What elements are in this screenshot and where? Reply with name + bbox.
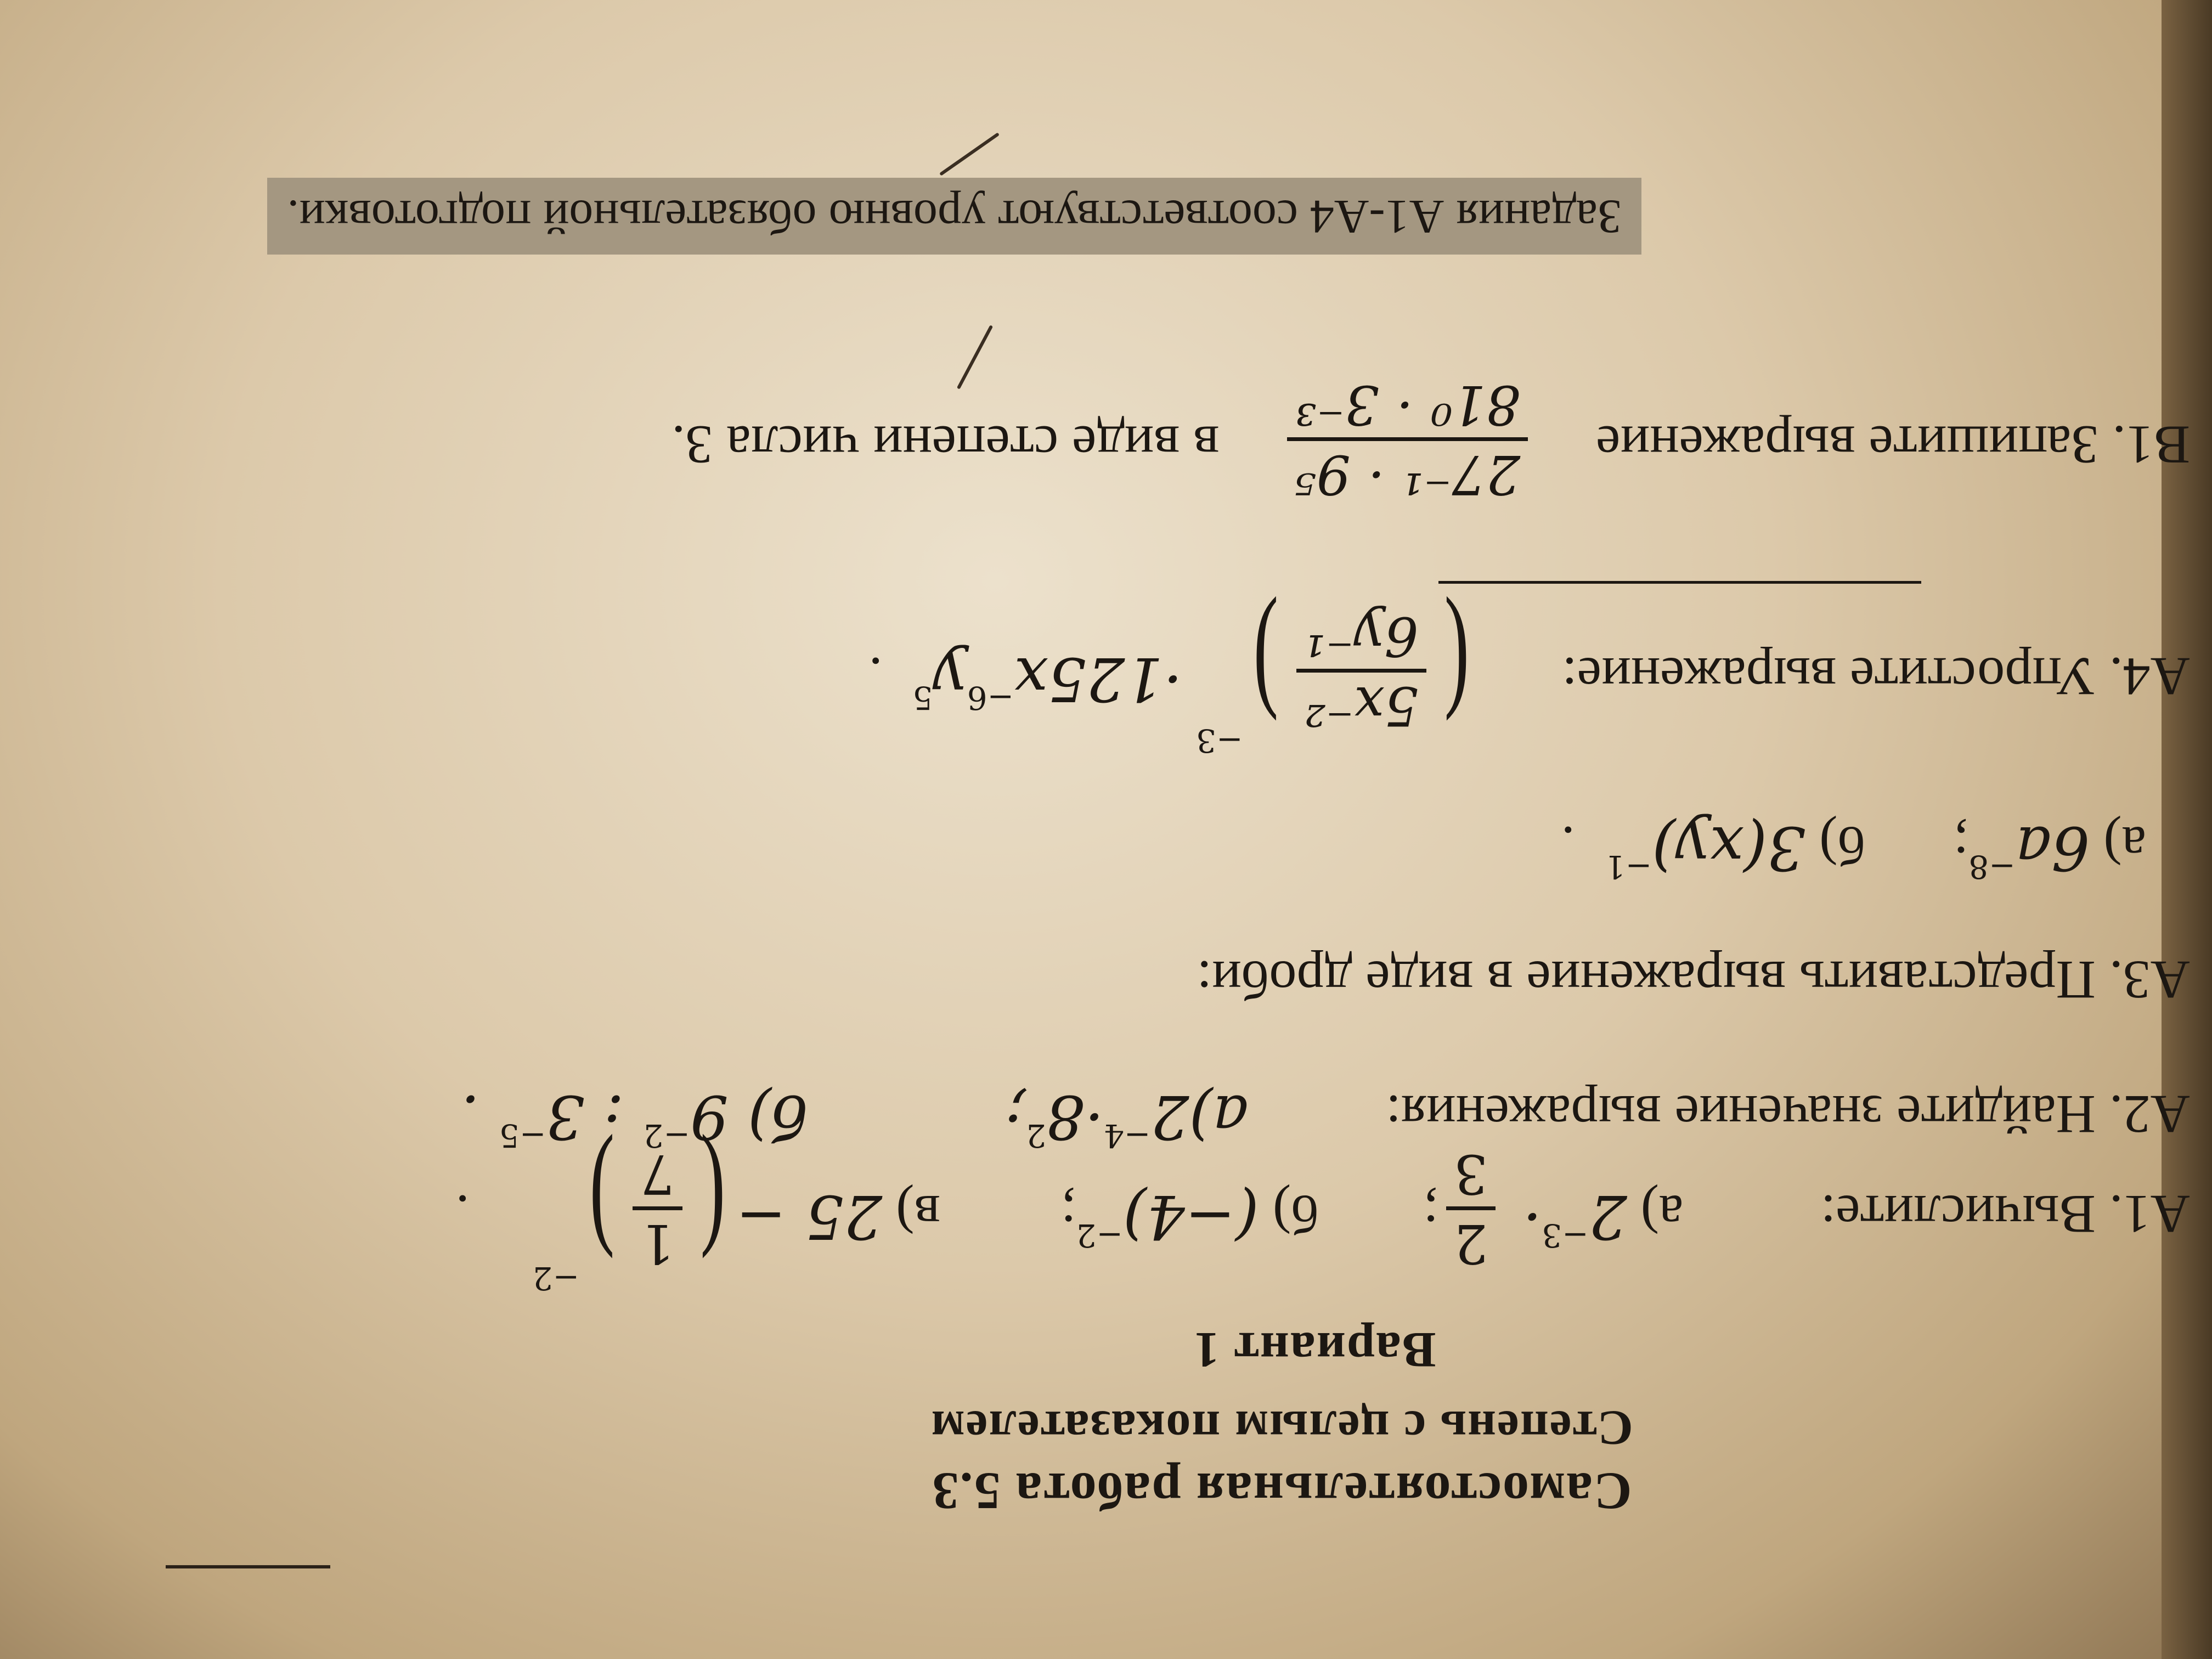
task-a1-label: А1. Вычислите: (1820, 1184, 2190, 1245)
task-a3-b-expr: 3(xy)$^{-1}$ (1605, 813, 1806, 885)
task-a2-a-expr: $а)2^{-4}\cdot 8^2$; (1005, 1082, 1249, 1154)
task-a2 (461, 1082, 2190, 1154)
worksheet-subtitle: Степень с целым показателем (930, 1401, 1633, 1455)
right-paren: ) (1253, 595, 1279, 747)
note-banner: Задания А1-А4 соответствуют уровню обязательной подготовки. (267, 178, 1641, 255)
task-a4-outer-exp: −3 (1196, 722, 1243, 759)
left-paren: ( (700, 1132, 726, 1285)
task-a3-items: а) $6a^{-8}$; б) 3(xy)$^{-1}$ . (1561, 813, 2146, 885)
variant-label: Вариант 1 (1193, 1322, 1436, 1378)
task-a1: А1. Вычислите: а) $2^{-3}\cdot$ 2 3 ; б) $(-4)^{-2}$; в) 25 −( 1 7 )$^{-2}$ . (455, 1132, 2190, 1297)
task-a2-b-expr: б) $9^{-2}$ : $3^{-5}$ . (461, 1082, 809, 1154)
pen-mark (939, 132, 1000, 176)
task-b1-label: В1. Запишите выражение (1596, 414, 2190, 476)
task-a3-a-expr: $6a^{-8}$ (1968, 813, 2090, 885)
answer-line (1438, 581, 1921, 584)
task-a3-b-marker: б) (1819, 815, 1866, 876)
top-rule (166, 1565, 330, 1568)
task-b1 (672, 371, 2190, 507)
task-a4-fraction: 5x⁻² 6y⁻¹ (1296, 603, 1426, 738)
task-a4-label: А4. Упростите выражение: (1561, 646, 2190, 707)
task-a1-a-expr: $2^{-3}\cdot$ (1522, 1182, 1627, 1254)
right-paren: ) (589, 1132, 615, 1285)
worksheet-title: Самостоятельная работа 5.3 (931, 1462, 1632, 1521)
task-a1-c-exp: −2 (532, 1260, 580, 1297)
task-a1-c-fraction: 1 7 (633, 1141, 682, 1276)
task-a3-label: А3. Представить выражение в виде дроби: (1197, 950, 2190, 1011)
task-a1-b-marker: б) (1272, 1184, 1319, 1245)
task-a3-a-marker: а) (2103, 815, 2146, 876)
task-b1-suffix: в виде степени числа 3. (672, 414, 1220, 476)
task-a1-b-expr: $(-4)^{-2}$ (1076, 1182, 1259, 1254)
task-a2-label: А2. Найдите значение выражения: (1385, 1084, 2190, 1145)
task-a4: А4. Упростите выражение: ( 5x⁻² 6y⁻¹ )$^{-3} \cdot 125x^{-6}y^5$ . (868, 595, 2190, 759)
task-a1-c-marker: в) (896, 1184, 940, 1245)
left-paren: ( (1444, 595, 1470, 747)
task-a1-a-marker: а) (1640, 1184, 1684, 1245)
task-a1-a-fraction: 2 3 (1446, 1141, 1496, 1276)
task-a4-tail: $\cdot 125x^{-6}y^5$ (912, 644, 1183, 716)
task-a1-c-expr: 25 − (736, 1182, 883, 1252)
task-b1-fraction: 27⁻¹ · 9⁵ 81⁰ · 3⁻³ (1287, 371, 1528, 507)
